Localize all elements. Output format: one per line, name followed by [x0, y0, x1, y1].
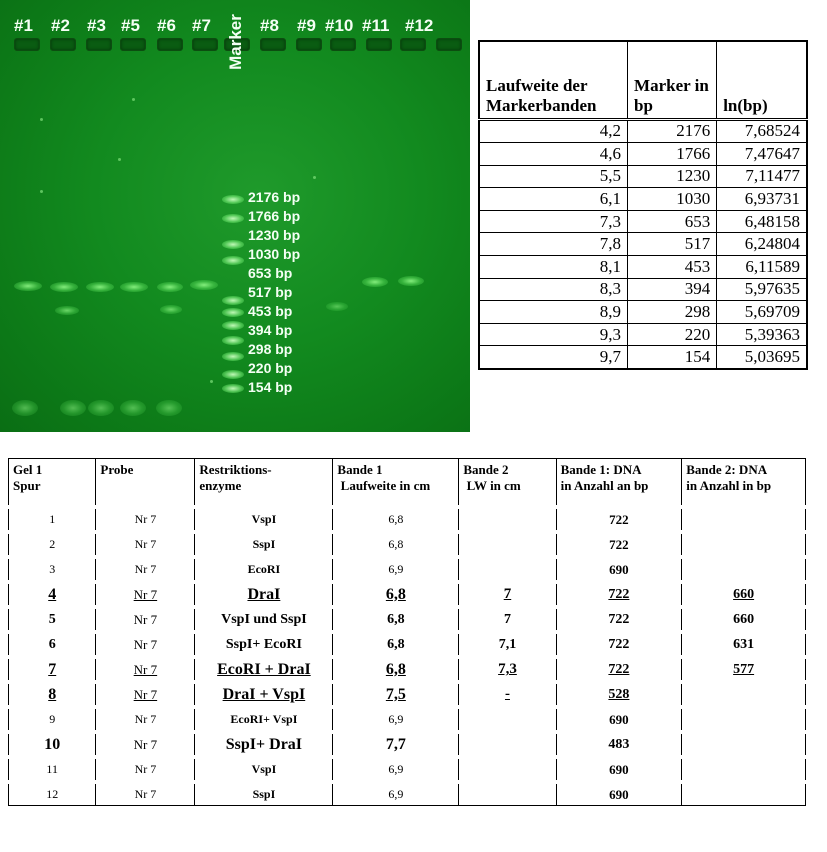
enzyme-cell: EcoRI+ VspI	[195, 707, 333, 732]
dna-band	[55, 306, 79, 315]
band2-cell: -	[459, 682, 556, 707]
marker-ln-cell: 6,24804	[717, 233, 807, 256]
enzyme-cell: DraI	[195, 582, 333, 607]
gel-speckle	[40, 190, 43, 193]
band1-cell: 6,8	[333, 582, 459, 607]
band1-cell: 6,9	[333, 557, 459, 582]
marker-distance-cell: 5,5	[479, 165, 628, 188]
dna1-cell: 528	[556, 682, 682, 707]
marker-table	[478, 40, 808, 370]
results-row	[9, 657, 806, 682]
enzyme-cell: EcoRI + DraI	[195, 657, 333, 682]
marker-bp-cell: 298	[628, 301, 717, 324]
spur-cell: 11	[9, 757, 96, 782]
dna2-cell	[682, 732, 806, 757]
marker-table-row	[479, 323, 807, 346]
enzyme-cell: EcoRI	[195, 557, 333, 582]
marker-lane-label: Marker	[226, 14, 245, 70]
marker-bp-label: 220 bp	[248, 360, 293, 376]
lane-label: #5	[121, 16, 140, 35]
dna1-cell: 690	[556, 757, 682, 782]
dna-band	[50, 282, 78, 292]
gel-well	[157, 38, 183, 51]
results-row	[9, 532, 806, 557]
marker-band	[222, 321, 244, 330]
results-row	[9, 557, 806, 582]
marker-ln-cell: 7,47647	[717, 143, 807, 166]
results-row	[9, 607, 806, 632]
marker-band	[222, 214, 244, 223]
dye-front	[156, 400, 182, 416]
band1-cell: 7,7	[333, 732, 459, 757]
dna1-cell: 722	[556, 532, 682, 557]
band2-cell	[459, 507, 556, 532]
marker-bp-cell: 517	[628, 233, 717, 256]
results-row	[9, 782, 806, 806]
header-band2: Bande 2 LW in cm	[459, 459, 556, 508]
marker-bp-label: 394 bp	[248, 322, 293, 338]
marker-bp-cell: 453	[628, 256, 717, 279]
gel-speckle	[313, 176, 316, 179]
dna1-cell: 690	[556, 557, 682, 582]
marker-table-row	[479, 143, 807, 166]
marker-ln-cell: 5,03695	[717, 346, 807, 369]
dna1-cell: 722	[556, 582, 682, 607]
dna1-cell: 722	[556, 507, 682, 532]
band1-cell: 6,9	[333, 757, 459, 782]
gel-well	[260, 38, 286, 51]
header-band1: Bande 1 Laufweite in cm	[333, 459, 459, 508]
probe-cell: Nr 7	[96, 732, 195, 757]
dna2-cell	[682, 707, 806, 732]
results-row	[9, 632, 806, 657]
band2-cell	[459, 732, 556, 757]
gel-well	[296, 38, 322, 51]
band1-cell: 6,9	[333, 782, 459, 806]
marker-bp-cell: 220	[628, 323, 717, 346]
dna-band	[160, 305, 182, 314]
gel-well	[330, 38, 356, 51]
lane-label: #11	[362, 16, 390, 35]
enzyme-cell: SspI	[195, 532, 333, 557]
enzyme-cell: SspI+ DraI	[195, 732, 333, 757]
probe-cell: Nr 7	[96, 582, 195, 607]
dye-front	[60, 400, 86, 416]
marker-table-row	[479, 165, 807, 188]
marker-band	[222, 308, 244, 317]
enzyme-cell: SspI+ EcoRI	[195, 632, 333, 657]
band2-cell	[459, 757, 556, 782]
marker-ln-cell: 5,69709	[717, 301, 807, 324]
dna1-cell: 690	[556, 782, 682, 806]
results-row	[9, 732, 806, 757]
dna1-cell: 722	[556, 632, 682, 657]
band2-cell: 7,3	[459, 657, 556, 682]
marker-distance-cell: 9,3	[479, 323, 628, 346]
header-enzyme: Restriktions- enzyme	[195, 459, 333, 508]
dna2-cell	[682, 532, 806, 557]
lane-label: #6	[157, 16, 176, 35]
marker-bp-label: 517 bp	[248, 284, 293, 300]
marker-bp-label: 298 bp	[248, 341, 293, 357]
marker-distance-cell: 8,1	[479, 256, 628, 279]
dna1-cell: 722	[556, 607, 682, 632]
marker-table-row	[479, 278, 807, 301]
marker-ln-cell: 7,68524	[717, 119, 807, 143]
lane-label: #8	[260, 16, 279, 35]
gel-well	[120, 38, 146, 51]
spur-cell: 8	[9, 682, 96, 707]
marker-band	[222, 256, 244, 265]
results-table	[8, 458, 806, 806]
marker-bp-cell: 154	[628, 346, 717, 369]
dye-front	[88, 400, 114, 416]
marker-table-header: ln(bp)	[717, 41, 807, 119]
marker-distance-cell: 7,8	[479, 233, 628, 256]
dna-band	[120, 282, 148, 292]
band2-cell	[459, 532, 556, 557]
results-row	[9, 757, 806, 782]
dna2-cell	[682, 507, 806, 532]
probe-cell: Nr 7	[96, 507, 195, 532]
marker-bp-label: 653 bp	[248, 265, 293, 281]
marker-bp-label: 154 bp	[248, 379, 293, 395]
marker-distance-cell: 4,6	[479, 143, 628, 166]
dna2-cell	[682, 757, 806, 782]
probe-cell: Nr 7	[96, 632, 195, 657]
dye-front	[120, 400, 146, 416]
marker-bp-cell: 653	[628, 210, 717, 233]
gel-well	[50, 38, 76, 51]
gel-well	[86, 38, 112, 51]
band1-cell: 6,9	[333, 707, 459, 732]
gel-well	[436, 38, 462, 51]
dna2-cell	[682, 782, 806, 806]
marker-distance-cell: 9,7	[479, 346, 628, 369]
enzyme-cell: VspI und SspI	[195, 607, 333, 632]
probe-cell: Nr 7	[96, 707, 195, 732]
gel-well	[366, 38, 392, 51]
marker-table-row	[479, 301, 807, 324]
marker-bp-cell: 394	[628, 278, 717, 301]
results-row	[9, 507, 806, 532]
spur-cell: 6	[9, 632, 96, 657]
marker-table-row	[479, 256, 807, 279]
enzyme-cell: DraI + VspI	[195, 682, 333, 707]
marker-distance-cell: 8,9	[479, 301, 628, 324]
gel-speckle	[132, 98, 135, 101]
header-dna2: Bande 2: DNA in Anzahl in bp	[682, 459, 806, 508]
lane-label: #12	[405, 16, 434, 35]
marker-bp-cell: 1766	[628, 143, 717, 166]
marker-bp-cell: 1030	[628, 188, 717, 211]
lane-label: #9	[297, 16, 316, 35]
dna1-cell: 690	[556, 707, 682, 732]
marker-band	[222, 296, 244, 305]
gel-well	[400, 38, 426, 51]
band1-cell: 6,8	[333, 532, 459, 557]
band2-cell: 7	[459, 607, 556, 632]
dye-front	[12, 400, 38, 416]
dna-band	[398, 276, 424, 286]
band1-cell: 6,8	[333, 632, 459, 657]
spur-cell: 5	[9, 607, 96, 632]
dna1-cell: 483	[556, 732, 682, 757]
dna-band	[157, 282, 183, 292]
dna1-cell: 722	[556, 657, 682, 682]
enzyme-cell: SspI	[195, 782, 333, 806]
marker-distance-cell: 7,3	[479, 210, 628, 233]
band1-cell: 7,5	[333, 682, 459, 707]
results-row	[9, 682, 806, 707]
band2-cell	[459, 782, 556, 806]
probe-cell: Nr 7	[96, 682, 195, 707]
probe-cell: Nr 7	[96, 782, 195, 806]
lane-label: #3	[87, 16, 106, 35]
results-row	[9, 707, 806, 732]
dna-band	[86, 282, 114, 292]
marker-band	[222, 195, 244, 204]
enzyme-cell: VspI	[195, 757, 333, 782]
probe-cell: Nr 7	[96, 657, 195, 682]
dna2-cell: 660	[682, 582, 806, 607]
enzyme-cell: VspI	[195, 507, 333, 532]
spur-cell: 12	[9, 782, 96, 806]
spur-cell: 1	[9, 507, 96, 532]
band1-cell: 6,8	[333, 607, 459, 632]
lane-label: #1	[14, 16, 33, 35]
gel-well	[14, 38, 40, 51]
marker-table-header: Marker in bp	[628, 41, 717, 119]
dna-band	[326, 302, 348, 311]
marker-distance-cell: 4,2	[479, 119, 628, 143]
marker-table-row	[479, 188, 807, 211]
lane-label: #10	[325, 16, 354, 35]
header-dna1: Bande 1: DNA in Anzahl an bp	[556, 459, 682, 508]
marker-bp-label: 1230 bp	[248, 227, 301, 243]
results-row	[9, 582, 806, 607]
marker-bp-label: 453 bp	[248, 303, 293, 319]
dna2-cell	[682, 682, 806, 707]
marker-table-row	[479, 119, 807, 143]
spur-cell: 3	[9, 557, 96, 582]
gel-well	[192, 38, 218, 51]
band1-cell: 6,8	[333, 657, 459, 682]
header-spur: Gel 1 Spur	[9, 459, 96, 508]
marker-table-row	[479, 346, 807, 369]
marker-ln-cell: 5,39363	[717, 323, 807, 346]
band2-cell: 7	[459, 582, 556, 607]
probe-cell: Nr 7	[96, 757, 195, 782]
marker-ln-cell: 6,11589	[717, 256, 807, 279]
dna2-cell	[682, 557, 806, 582]
probe-cell: Nr 7	[96, 532, 195, 557]
dna-band	[362, 277, 388, 287]
marker-band	[222, 336, 244, 345]
header-probe: Probe	[96, 459, 195, 508]
dna2-cell: 660	[682, 607, 806, 632]
gel-speckle	[118, 158, 121, 161]
dna2-cell: 577	[682, 657, 806, 682]
spur-cell: 9	[9, 707, 96, 732]
marker-distance-cell: 8,3	[479, 278, 628, 301]
marker-ln-cell: 7,11477	[717, 165, 807, 188]
marker-bp-label: 1030 bp	[248, 246, 301, 262]
marker-band	[222, 352, 244, 361]
marker-ln-cell: 6,93731	[717, 188, 807, 211]
spur-cell: 10	[9, 732, 96, 757]
lane-label: #2	[51, 16, 70, 35]
spur-cell: 4	[9, 582, 96, 607]
probe-cell: Nr 7	[96, 557, 195, 582]
gel-speckle	[210, 380, 213, 383]
marker-table-row	[479, 210, 807, 233]
marker-bp-label: 1766 bp	[248, 208, 301, 224]
band2-cell	[459, 557, 556, 582]
spur-cell: 7	[9, 657, 96, 682]
marker-band	[222, 384, 244, 393]
lane-label: #7	[192, 16, 211, 35]
dna-band	[14, 281, 42, 291]
gel-speckle	[40, 118, 43, 121]
marker-band	[222, 240, 244, 249]
probe-cell: Nr 7	[96, 607, 195, 632]
marker-distance-cell: 6,1	[479, 188, 628, 211]
marker-table-row	[479, 233, 807, 256]
band2-cell	[459, 707, 556, 732]
marker-bp-cell: 2176	[628, 119, 717, 143]
marker-band	[222, 370, 244, 379]
marker-table-header: Laufweite der Markerbanden	[479, 41, 628, 119]
spur-cell: 2	[9, 532, 96, 557]
marker-bp-label: 2176 bp	[248, 189, 301, 205]
marker-ln-cell: 5,97635	[717, 278, 807, 301]
band1-cell: 6,8	[333, 507, 459, 532]
band2-cell: 7,1	[459, 632, 556, 657]
dna-band	[190, 280, 218, 290]
dna2-cell: 631	[682, 632, 806, 657]
marker-ln-cell: 6,48158	[717, 210, 807, 233]
gel-photo	[0, 0, 470, 432]
marker-bp-cell: 1230	[628, 165, 717, 188]
